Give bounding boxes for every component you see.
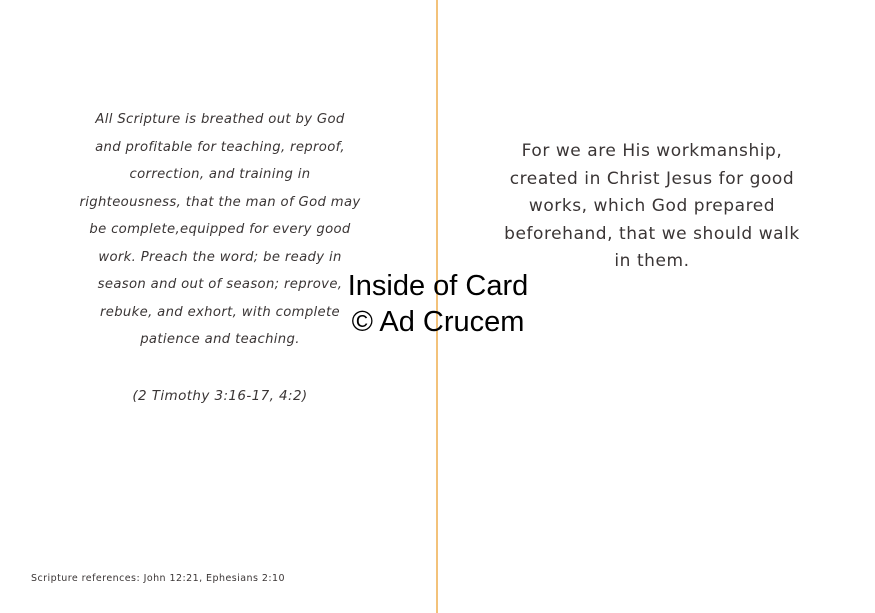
left-verse-line: correction, and training in bbox=[129, 167, 311, 182]
left-verse-line: season and out of season; reprove, bbox=[97, 277, 343, 292]
right-verse-line: beforehand, that we should walk bbox=[504, 223, 800, 244]
left-verse-line: work. Preach the word; be ready in bbox=[98, 249, 342, 265]
scripture-references-footer: Scripture references: John 12:21, Ephesians 2:10 bbox=[31, 573, 285, 584]
left-verse-line: All Scripture is breathed out by God bbox=[95, 112, 345, 127]
right-verse-line: works, which God prepared bbox=[528, 196, 776, 216]
right-verse bbox=[482, 138, 822, 276]
left-verse-line: and profitable for teaching, reproof, bbox=[95, 139, 345, 155]
watermark bbox=[322, 268, 554, 340]
left-verse-line: patience and teaching. bbox=[140, 332, 300, 347]
left-verse-line: righteousness, that the man of God may bbox=[79, 194, 361, 210]
right-verse-line: created in Christ Jesus for good bbox=[509, 168, 795, 189]
left-verse-line: be complete,equipped for every good bbox=[89, 222, 351, 237]
right-verse-line: in them. bbox=[614, 251, 690, 271]
watermark-copyright: © Ad Crucem bbox=[351, 306, 525, 338]
left-verse-line: rebuke, and exhort, with complete bbox=[99, 304, 341, 320]
right-verse-line: For we are His workmanship, bbox=[521, 141, 783, 161]
watermark-title: Inside of Card bbox=[347, 270, 529, 302]
left-verse-reference: (2 Timothy 3:16-17, 4:2) bbox=[132, 388, 308, 404]
